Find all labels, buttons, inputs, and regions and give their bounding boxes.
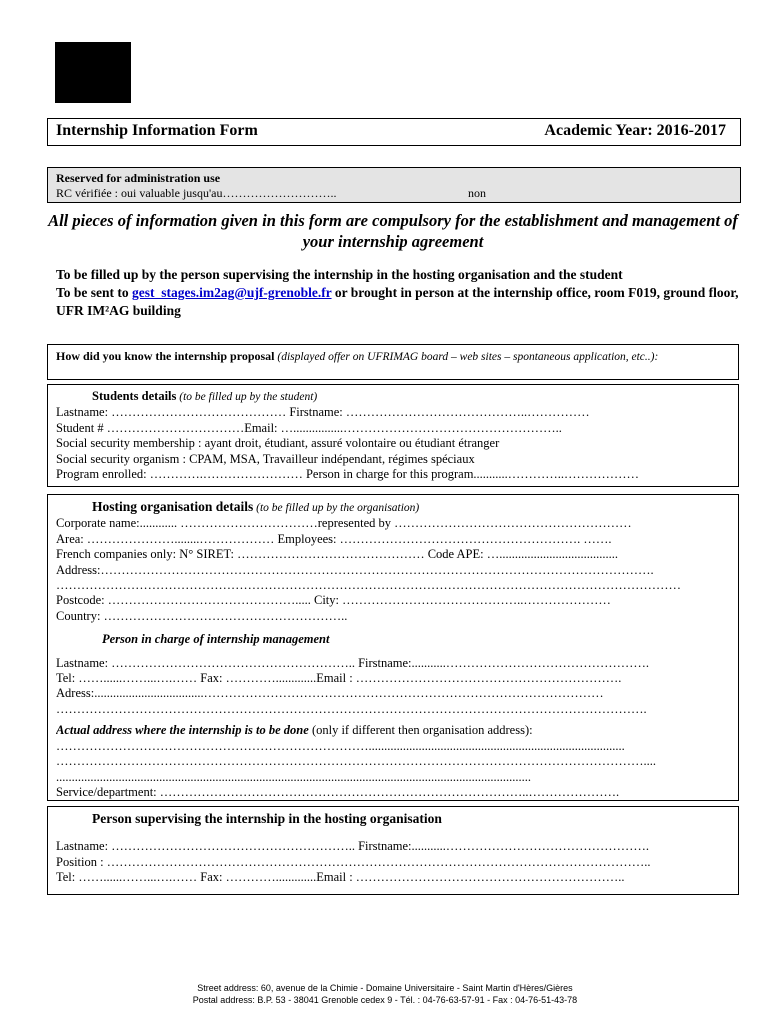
admin-box (47, 167, 741, 203)
compulsory-notice: All pieces of information given in this form are compulsory for the establishment and management of your internship agreement (48, 211, 738, 251)
hosting-line[interactable]: Address:……………………………………………………………………………………………………………………. (56, 562, 654, 577)
how-box[interactable] (47, 344, 739, 380)
hosting-title: Hosting organisation details (92, 499, 254, 514)
supervisor-title: Person supervising the internship in the hosting organisation (92, 811, 442, 826)
person-line[interactable]: Tel: ……......……...….…… Fax: ………….............Email : ………………………………………………………. (56, 671, 622, 686)
postal-address: Postal address: B.P. 53 - 38041 Grenoble cedex 9 - Tél. : 04-76-63-57-91 - Fax : 04-76-51-43-78 (192, 995, 578, 1005)
admin-status-line: RC vérifiée : oui valuable jusqu'au……………………….. (56, 186, 337, 200)
hosting-line[interactable]: Corporate name:............ ……………………………represented by ………………………………………………… (56, 516, 632, 531)
hosting-line[interactable]: Country: ………………………………………………….. (56, 608, 348, 623)
students-line[interactable]: Student # ……………………………Email: …................…………………………………………….. (56, 420, 562, 435)
students-line[interactable]: Social security organism : CPAM, MSA, Travailleur indépendant, régimes spéciaux (56, 451, 475, 466)
supervisor-line[interactable]: Position : ………………………………………………………………………………………………………………….. (56, 854, 651, 869)
actual-line[interactable]: ........................................................................................................................................................ (56, 769, 531, 784)
admin-title: Reserved for administration use (56, 171, 221, 185)
actual-address-title: Actual address where the internship is to be done (56, 723, 309, 738)
form-title: Internship Information Form (56, 122, 258, 139)
instructions (56, 266, 746, 320)
students-hint: (to be filled up by the student) (176, 391, 318, 403)
how-label: How did you know the internship proposal (56, 349, 275, 363)
person-line[interactable]: ……………………………………………………………………………………………………………………………. (56, 701, 647, 716)
admin-status-no: non (468, 186, 486, 200)
actual-line[interactable]: ………………………………………………………………….................................................................................. (56, 738, 625, 753)
supervisor-line[interactable]: Lastname: ………………………………………………….. Firstname:...........…………………………………………. (56, 839, 650, 854)
footer (0, 982, 770, 1006)
hosting-hint: (to be filled up by the organisation) (253, 502, 420, 514)
hosting-line[interactable]: French companies only: N° SIRET: ……………………………………… Code APE: …...................................... (56, 547, 618, 562)
hosting-box (47, 494, 739, 801)
hosting-line[interactable]: Postcode: ………………………………………..... City: ……………………………………..………………… (56, 593, 611, 608)
students-line[interactable]: Program enrolled: ………….…………………… Person in charge for this program...........…………..……………… (56, 467, 640, 482)
hosting-line[interactable]: Area: …………………........……………… Employees: …………………………………………………. ……. (56, 531, 612, 546)
students-line[interactable]: Social security membership : ayant droit, étudiant, assuré volontaire ou étudiant étranger (56, 436, 500, 451)
person-line[interactable]: Lastname: ………………………………………………….. Firstname:...........…………………………………………. (56, 655, 650, 670)
person-in-charge-title: Person in charge of internship management (102, 632, 330, 647)
supervisor-box (47, 806, 739, 895)
students-box (47, 384, 739, 487)
actual-address-hint: (only if different then organisation address): (308, 723, 533, 738)
how-hint: (displayed offer on UFRIMAG board – web sites – spontaneous application, etc..): (274, 351, 659, 363)
academic-year: Academic Year: 2016-2017 (544, 122, 726, 139)
university-logo (55, 42, 131, 103)
title-box (47, 118, 741, 146)
instructions-prefix: To be sent to (56, 285, 133, 300)
instructions-suffix: or brought in person at the internship office, room F019, ground floor, UFR IM²AG building (56, 285, 739, 318)
email-link[interactable]: gest_stages.im2ag@ujf-grenoble.fr (132, 285, 332, 300)
instructions-line1: To be filled up by the person supervising the internship in the hosting organisation and the student (56, 267, 623, 282)
person-line[interactable]: Adress:...................................…………………………………………………………………………………… (56, 686, 604, 701)
street-address: Street address: 60, avenue de la Chimie - Domaine Universitaire - Saint Martin d'Hères/Gières (197, 983, 573, 993)
students-title: Students details (92, 389, 177, 403)
hosting-line[interactable]: …………………………………………………………………………………………………………………………………… (56, 578, 681, 593)
actual-line[interactable]: …………………………………………………………………………………………………………………………….... (56, 754, 656, 769)
supervisor-line[interactable]: Tel: ……......……...….…… Fax: ………….............Email : ……………………………………………………….. (56, 870, 625, 885)
instructions-line2 (56, 284, 746, 320)
actual-line[interactable]: Service/department: ……………………………………………………………………………..…………………. (56, 784, 620, 799)
students-line[interactable]: Lastname: …………………………………… Firstname: ……………………………………..…………… (56, 405, 590, 420)
